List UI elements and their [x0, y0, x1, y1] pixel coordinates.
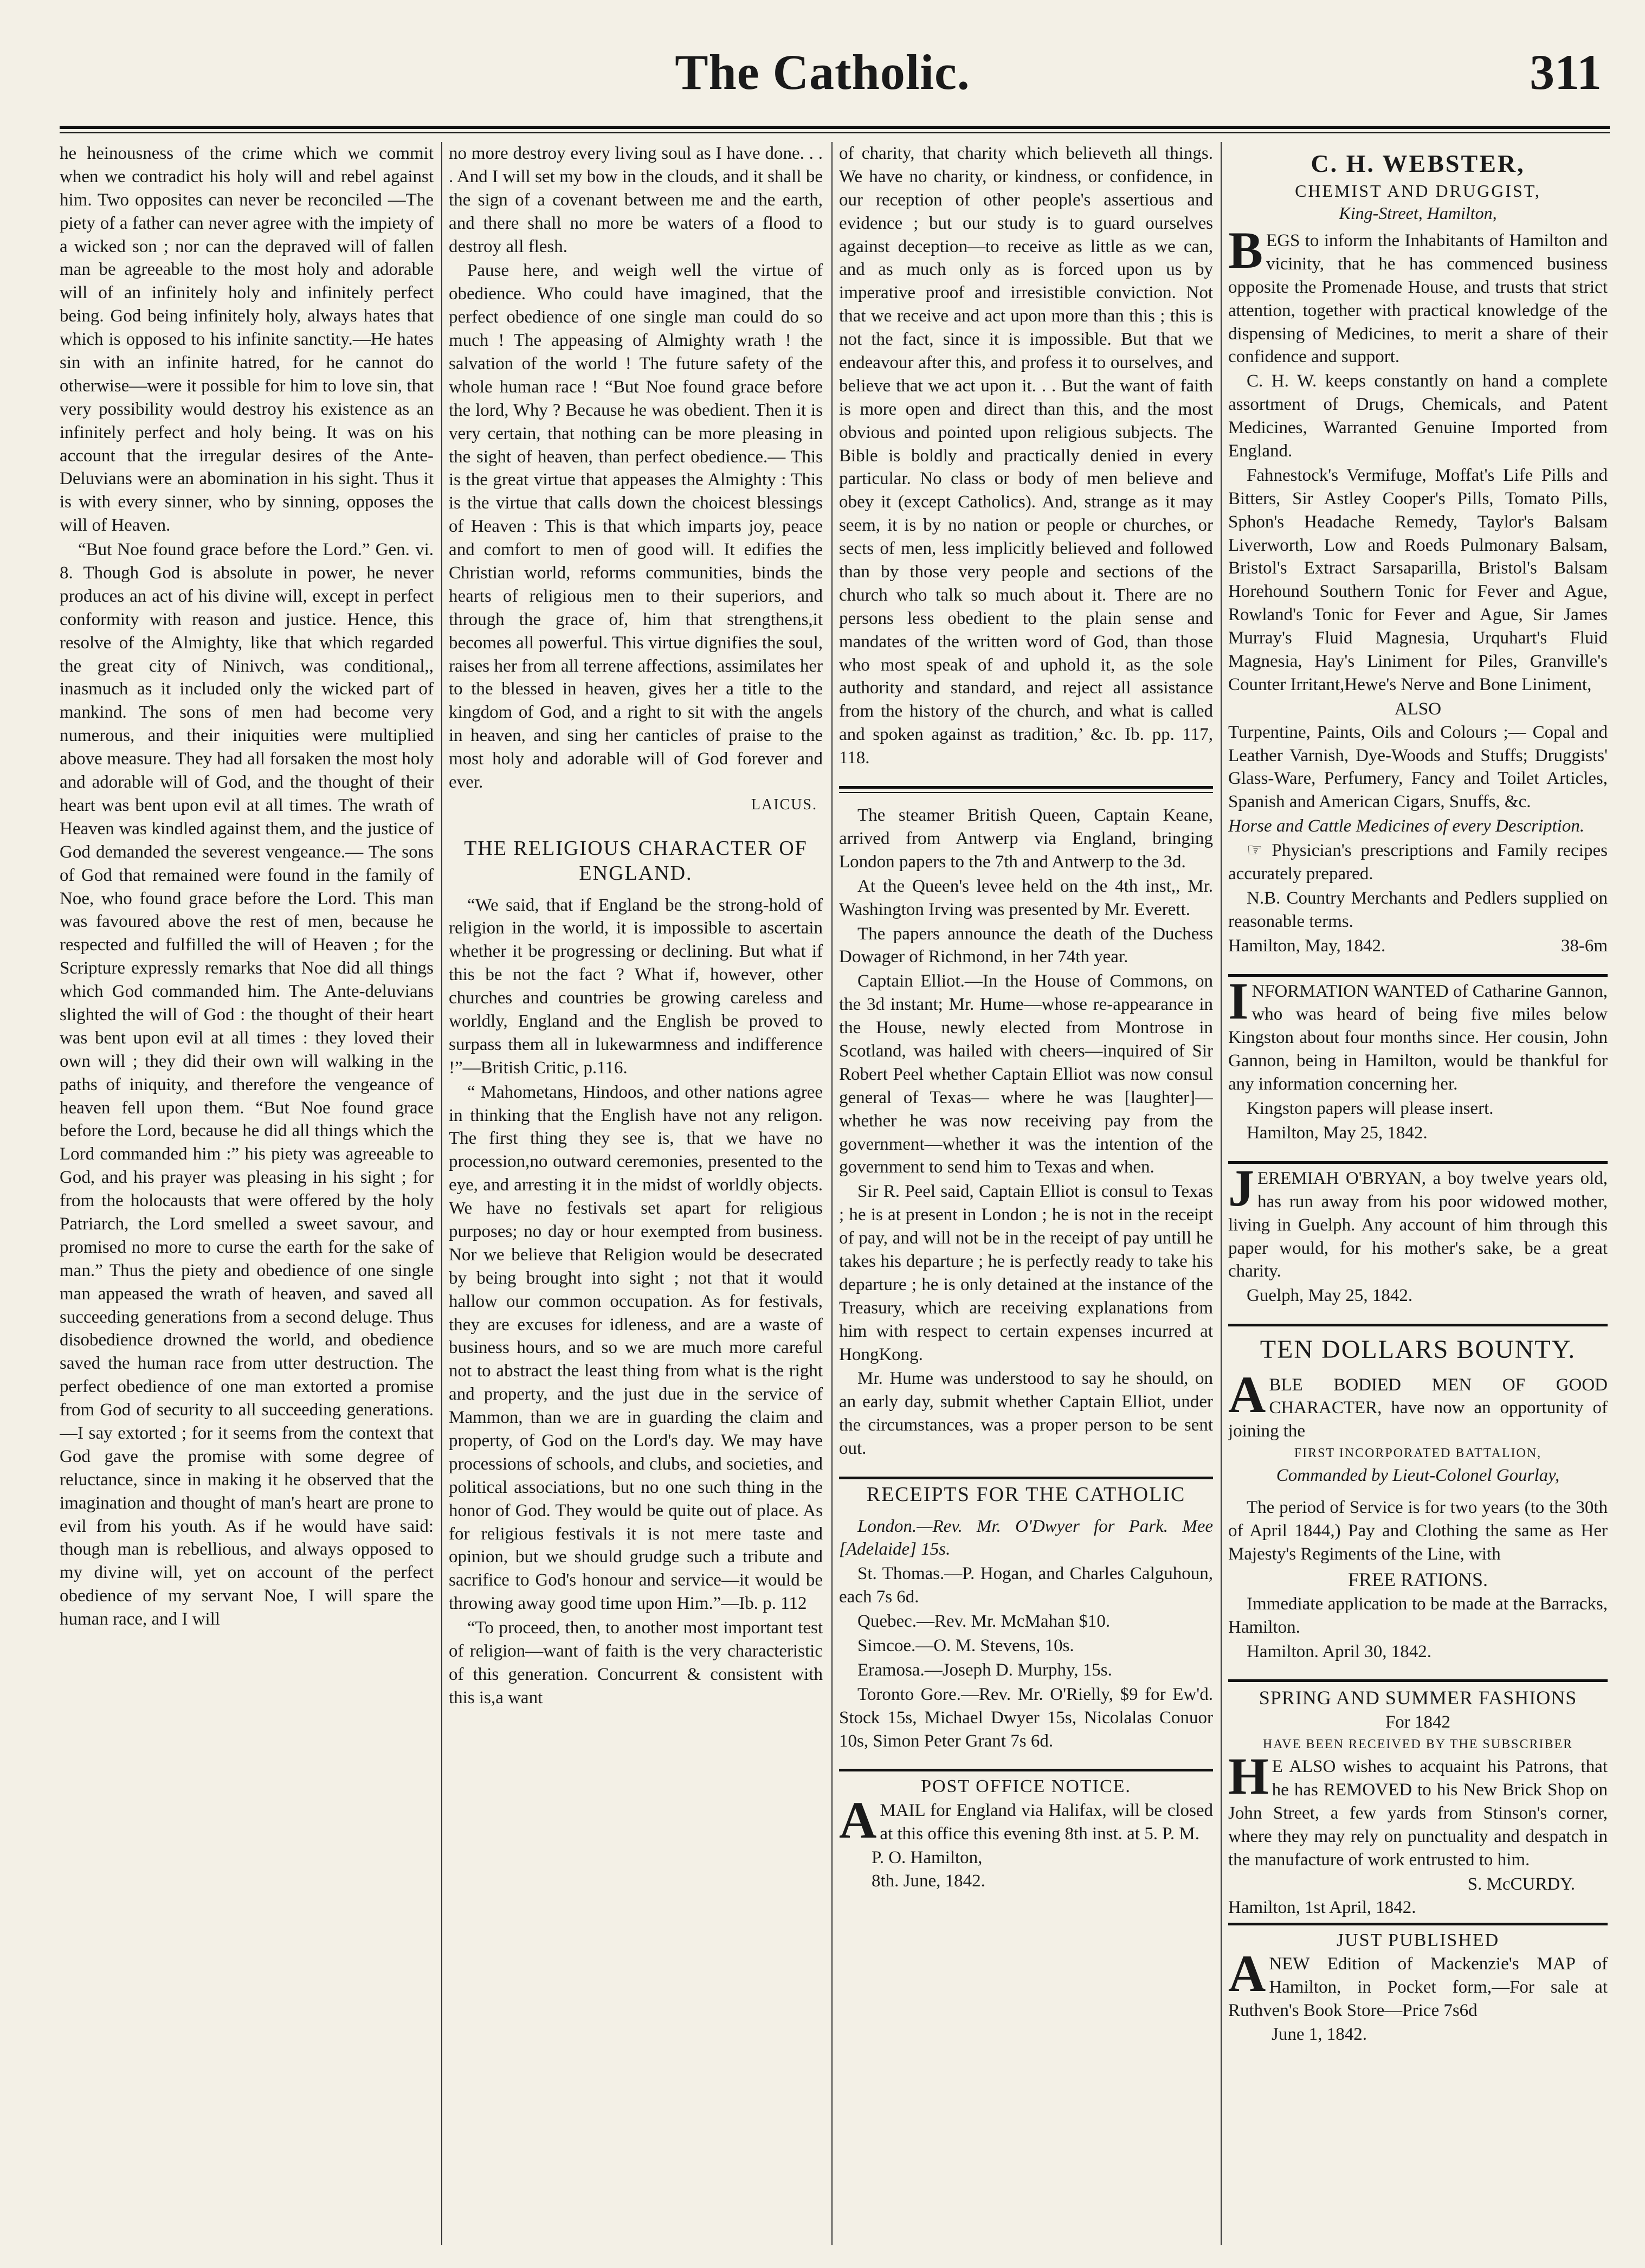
webster-text: C. H. W. keeps constantly on hand a complete assortment of Drugs, Chemicals, and Patent Medicines, Warranted Genuine Imported from England. — [1228, 371, 1608, 461]
drop-cap: B — [1228, 221, 1263, 279]
receipt-line: Simcoe.—O. M. Stevens, 10s. — [857, 1636, 1074, 1656]
section-rule — [1228, 1324, 1608, 1326]
news-paragraph: Mr. Hume was understood to say he should, on an early day, submit whether Captain Elliot, under the circumstances, was a proper person to be sent out. — [839, 1369, 1213, 1459]
webster-location: King-Street, Hamilton, — [1339, 203, 1497, 223]
article-paragraph: of charity, that charity which believeth all things. We have no charity, or kindness, or confidence, in our reception of other people's assertious and evidence ; but our study is to guard ourselves against deception—to receive as little as we can, and as much only as is forced upon us by imperative proof and irresistible conviction. Not that we receive and act upon more than this ; this is not the fact, since it is impossible. But that we endeavour after this, and profess it to ourselves, and believe that we act upon it. . . But the want of faith is more open and direct than this, and the most obvious and pointed upon religious subjects. The Bible is boldly and practically denied in every particular. No class or body of men believe and obey it (except Catholics). And, strange as it may seem, it is by no nation or people or churches, or sects of men, less implicitly believed and followed than by those very people and sections of the church who talk so much about it. There are no persons less obedient to the plain sense and mandates of the written word of God, than those who most speak of and uphold it, as the sole authority and standard, and reject all assistance from the history of the church, and what is called and spoken against as tradition,’ &c. Ib. pp. 117, 118. — [839, 144, 1213, 768]
receipts-heading: RECEIPTS FOR THE CATHOLIC — [866, 1483, 1186, 1506]
newspaper-title: The Catholic. — [675, 44, 970, 100]
article-paragraph: “We said, that if England be the strong-hold of religion in the world, it is impossible to ascertain whether it be progressing or declining. But what if this be not the fact ? What if, however, other churches and countries be growing careless and worldly, England and the English be proved to surpass them all in lukewarmness and indifference !”—British Critic, p.116. — [449, 895, 823, 1078]
section-rule — [1228, 1923, 1608, 1925]
webster-name: C. H. WEBSTER, — [1311, 150, 1525, 177]
column-3 — [839, 142, 1213, 2245]
article-paragraph: “But Noe found grace before the Lord.” Gen. vi. 8. Though God is absolute in power, he never produces an act of his divine will, except in perfect conformity with reason and justice. Hence, this resolve of the Almighty, like that which regarded the great city of Ninivch, was conditional,, inasmuch as it included only the wicked part of mankind. The sons of men had become very numerous, and their iniquities were multiplied above measure. They had all forsaken the most holy and adorable will of God, and the thought of their heart was bent upon evil at all times. The wrath of Heaven was kindled against them, and the justice of God demanded the severest vengeance.— The sons of God that remained were found in the family of Noe, who found grace before the Lord. This man was favoured above the rest of men, because he respected and fulfilled the will of Heaven ; for the Scripture expressly remarks that Noe did all things which God commanded him. The Ante-deluvians slighted the will of God : the thought of their heart was bent upon evil at all times : they loved their own will ; they did their own will walking in the paths of iniquity, and therefore the vengeance of heaven fell upon them. “But Noe found grace before the Lord, because he did all things which the Lord commanded him :” his piety was agreeable to God, and his prayer was pleasing in his sight ; for from the holocausts that were offered by the holy Patriarch, the Lord smelled a sweet savour, and promised no more to curse the earth for the sake of man.” Thus the piety and obedience of one single man appeased the wrath of heaven, and saved all succeeding generations from a second deluge. Thus disobedience drowned the world, and obedience saved the human race from utter destruction. The perfect obedience of one man extorted a promise from God of security to all succeeding generations.—I say extorted ; for it seems from the context that God gave the promise with some degree of reluctance, since in making it he observed that the imagination and thought of man's heart are prone to evil from his youth. As if he would have said: though man is rebellious, and always opposed to my divine will, yet on account of the perfect obedience of my servant Noe, I will spare the human race, and I will — [60, 540, 434, 1629]
section-rule — [1228, 1679, 1608, 1682]
webster-text: Turpentine, Paints, Oils and Colours ;— Copal and Leather Varnish, Dye-Woods and Stuffs; Druggists' Glass-Ware, Perfumery, Fancy and Toilet Articles, Spanish and American Cigars, Snuffs, &c. — [1228, 722, 1608, 812]
section-rule — [1228, 974, 1608, 977]
drop-cap: I — [1228, 971, 1249, 1030]
section-rule — [839, 786, 1213, 789]
news-paragraph: At the Queen's levee held on the 4th inst,, Mr. Washington Irving was presented by Mr. Everett. — [839, 876, 1213, 919]
post-office-heading: POST OFFICE NOTICE. — [921, 1776, 1131, 1797]
receipt-line: St. Thomas.—P. Hogan, and Charles Calguhoun, each 7s 6d. — [839, 1564, 1213, 1607]
webster-also: ALSO — [1394, 699, 1442, 719]
article-paragraph: “To proceed, then, to another most important test of religion—want of faith is the very characteristic of this generation. Concurrent & consistent with this is,a want — [449, 1618, 823, 1708]
fashions-heading: SPRING AND SUMMER FASHIONS — [1259, 1687, 1577, 1709]
just-published-text: NEW Edition of Mackenzie's MAP of Hamilton, in Pocket form,—For sale at Ruthven's Book Store—Price 7s6d — [1228, 1954, 1608, 2020]
info-wanted-notice — [1228, 971, 1608, 1096]
bounty-rations: FREE RATIONS. — [1347, 1568, 1488, 1590]
news-paragraph: Sir R. Peel said, Captain Elliot is consul to Texas ; he is at present in London ; he is not in the receipt of pay, and will not be in the receipt of pay untill he takes his departure ; he is perfectly ready to take his departure ; he is only detained at the instance of the Treasury, which are receiving explanations from him with respect to certain expenses incurred at HongKong. — [839, 1182, 1213, 1364]
news-paragraph: The papers announce the death of the Duchess Dowager of Richmond, in her 74th year. — [839, 924, 1213, 967]
drop-cap: J — [1228, 1158, 1254, 1217]
info-wanted-note: Kingston papers will please insert. — [1247, 1099, 1494, 1119]
just-published-notice — [1228, 1944, 1608, 2022]
fashions-sign: S. McCURDY. — [1467, 1874, 1575, 1894]
news-paragraph: The steamer British Queen, Captain Keane, arrived from Antwerp via England, bringing London papers to the 7th and Antwerp to the 3d. — [839, 806, 1213, 872]
bounty-battalion: FIRST INCORPORATED BATTALION, — [1294, 1446, 1542, 1461]
drop-cap: H — [1228, 1747, 1269, 1806]
webster-text: Fahnestock's Vermifuge, Moffat's Life Pills and Bitters, Sir Astley Cooper's Pills, Tomato Pills, Sphon's Headache Remedy, Taylor's Balsam Liverworth, Low and Roeds Pulmonary Balsam, Bristol's Extract Sarsaparilla, Bristol's Balsam Horehound Southern Tonic for Fever and Ague, Rowland's Tonic for Fever and Ague, Sir James Murray's Fluid Magnesia, Urquhart's Fluid Magnesia, Hay's Liniment for Piles, Granville's Counter Irritant,Hewe's Nerve and Bone Liniment, — [1228, 465, 1608, 694]
fashions-text: E ALSO wishes to acquaint his Patrons, that he has REMOVED to his New Brick Shop on John Street, a few yards from Stinson's corner, where they may rely on punctuality and despatch in the manufacture of work entrusted to him. — [1228, 1757, 1608, 1870]
column-4 — [1228, 142, 1608, 2245]
column-divider — [1221, 142, 1222, 2245]
fashions-notice — [1228, 1747, 1608, 1871]
header-rule-thin — [60, 132, 1610, 133]
drop-cap: A — [1228, 1365, 1266, 1423]
fashions-received: HAVE BEEN RECEIVED BY THE SUBSCRIBER — [1262, 1737, 1573, 1752]
webster-intro — [1228, 221, 1608, 369]
just-published-date: June 1, 1842. — [1272, 2025, 1367, 2045]
header-rule — [60, 126, 1610, 129]
column-2 — [449, 142, 823, 2245]
fashions-date: Hamilton, 1st April, 1842. — [1228, 1897, 1416, 1917]
receipt-line: Quebec.—Rev. Mr. McMahan $10. — [857, 1612, 1111, 1632]
section-rule — [839, 1769, 1213, 1771]
webster-text: ☞ Physician's prescriptions and Family recipes accurately prepared. — [1228, 841, 1608, 884]
article-paragraph: “ Mahometans, Hindoos, and other nations agree in thinking that the English have not any religon. The first thing they see is, that we have no procession,no outward ceremonies, presented to the eye, and arresting it in the midst of worldly objects. We have no festivals set apart for religious purposes; no day or hour exempted from business. Nor we believe that Religion would be desecrated by being brought into sight ; not that it would hallow our common occupation. As for festivals, they are excuses for idleness, and are a waste of business hours, and so we are much more careful not to abstract the least thing from what is the right and property, and the just due in the service of Mammon, than we are in guarding the claim and property, of God on the Lord's day. We may have processions of schools, and clubs, and societies, and political associations, but no one such thing in the honor of God. They would be quite out of place. As for religious festivals it is not mere taste and opinion, but we should grudge such a tribute and sacrifice to God's honour and service—it would be throwing away good time upon Him.”—Ib. p. 112 — [449, 1082, 823, 1614]
bounty-heading: TEN DOLLARS BOUNTY. — [1260, 1335, 1576, 1364]
article-paragraph: he heinousness of the crime which we commit when we contradict his holy will and rebel against him. Two opposites can never be reconciled —The piety of a father can never agree with the impiety of a wicked son ; nor can the depraved will of fallen man be agreeable to the most holy and adorable will of an infinitely holy and infinitely perfect being. God being infinitely holy, always hates that which is opposed to his infinite sanctity.—He hates sin with an infinite hatred, for he cannot do otherwise—were it possible for him to love sin, that very possibility would destroy his existence as an infinitely perfect and holy being. It was on his account that the irregular desires of the Ante-Deluvians were an abomination in his sight. Thus it is with every sinner, who by sinning, opposes the will of Heaven. — [60, 144, 434, 536]
obryan-text: EREMIAH O'BRYAN, a boy twelve years old, has run away from his poor widowed mother, living in Guelph. Any account of him through this paper would, for his mother's sake, be a great charity. — [1228, 1168, 1608, 1281]
bounty-text: BLE BODIED MEN OF GOOD CHARACTER, have now an opportunity of joining the — [1228, 1375, 1608, 1441]
post-office-notice — [839, 1790, 1213, 1849]
bounty-commander: Commanded by Lieut-Colonel Gourlay, — [1276, 1466, 1560, 1486]
column-divider — [831, 142, 833, 2245]
post-office-date: 8th. June, 1842. — [872, 1871, 985, 1891]
section-rule-thin — [839, 792, 1213, 793]
article-signature: LAICUS. — [751, 796, 817, 813]
post-office-text: MAIL for England via Halifax, will be closed at this office this evening 8th inst. at 5. P. M. — [880, 1800, 1213, 1844]
drop-cap: A — [839, 1790, 877, 1849]
column-1 — [60, 142, 434, 2245]
info-wanted-date: Hamilton, May 25, 1842. — [1247, 1123, 1428, 1143]
receipt-line: Toronto Gore.—Rev. Mr. O'Rielly, $9 for Ew'd. Stock 15s, Michael Dwyer 15s, Nicolalas Conuor 10s, Simon Peter Grant 7s 6d. — [839, 1684, 1213, 1751]
webster-date: Hamilton, May, 1842. — [1228, 936, 1386, 956]
drop-cap: A — [1228, 1944, 1266, 2002]
article-paragraph: no more destroy every living soul as I have done. . . . And I will set my bow in the clouds, and it shall be the sign of a covenant between me and the earth, and there shall no more be waters of a flood to destroy all flesh. — [449, 144, 823, 256]
bounty-text: Immediate application to be made at the Barracks, Hamilton. — [1228, 1594, 1608, 1637]
webster-text: N.B. Country Merchants and Pedlers supplied on reasonable terms. — [1228, 888, 1608, 931]
receipt-line: London.—Rev. Mr. O'Dwyer for Park. Mee [Adelaide] 15s. — [839, 1516, 1213, 1560]
section-rule — [839, 1477, 1213, 1479]
just-published-heading: JUST PUBLISHED — [1336, 1930, 1500, 1950]
page-number: 311 — [1530, 44, 1602, 100]
news-paragraph: Captain Elliot.—In the House of Commons, on the 3d instant; Mr. Hume—whose re-appearance in the House, newly elected from Montrose in Scotland, was hailed with cheers—inquired of Sir Robert Peel whether Captain Elliot was now consul general of Texas— where he was [laughter]—whether he was now receiving pay from the government—whether it was the intention of the government to send him to Texas and when. — [839, 971, 1213, 1177]
column-divider — [441, 142, 442, 2245]
webster-text: Horse and Cattle Medicines of every Description. — [1228, 816, 1585, 836]
webster-trade: CHEMIST AND DRUGGIST, — [1295, 181, 1541, 201]
info-wanted-text: NFORMATION WANTED of Catharine Gannon, who was heard of being five miles below Kingston about four months since. Her cousin, John Gannon, being in Hamilton, would be thankful for any information concerning her. — [1228, 981, 1608, 1094]
webster-code: 38-6m — [1560, 936, 1608, 956]
section-rule — [1228, 1161, 1608, 1164]
fashions-year: For 1842 — [1385, 1712, 1451, 1732]
obryan-notice — [1228, 1158, 1608, 1283]
article-paragraph: Pause here, and weigh well the virtue of obedience. Who could have imagined, that the perfect obedience of one single man could do so much ! The appeasing of Almighty wrath ! the salvation of the world ! The future safety of the whole human race ! “But Noe found grace before the lord, Why ? Because he was obedient. Then it is very certain, that nothing can be more pleasing in the sight of heaven, than perfect obedience.— This is the great virtue that appeases the Almighty : This is the virtue that calls down the choicest blessings of Heaven : This is that which imparts joy, peace and comfort to men of good will. It edifies the Christian world, reforms communities, binds the hearts of religious men to their superiors, and through the grace of, him that strengthens,it becomes all powerful. This virtue dignifies the soul, raises her from all terrene affections, assimilates her to the blessed in heaven, gives her a title to the kingdom of God, and a right to sit with the angels in heaven, and sing her canticles of praise to the most holy and adorable will of God forever and ever. — [449, 261, 823, 792]
bounty-notice — [1228, 1365, 1608, 1444]
masthead — [33, 33, 1612, 114]
obryan-date: Guelph, May 25, 1842. — [1247, 1286, 1413, 1306]
article-heading: THE RELIGIOUS CHARACTER OF ENGLAND. — [464, 837, 808, 885]
bounty-date: Hamilton. April 30, 1842. — [1247, 1641, 1431, 1661]
webster-text: EGS to inform the Inhabitants of Hamilton and vicinity, that he has commenced business opposite the Promenade House, and trusts that strict attention, together with practical knowledge of the dispensing of Medicines, to merit a share of their confidence and support. — [1228, 230, 1608, 367]
post-office-sign: P. O. Hamilton, — [872, 1848, 983, 1868]
receipt-line: Eramosa.—Joseph D. Murphy, 15s. — [857, 1660, 1112, 1680]
bounty-text: The period of Service is for two years (to the 30th of April 1844,) Pay and Clothing the same as Her Majesty's Regiments of the Line, with — [1228, 1498, 1608, 1564]
webster-footer — [1228, 935, 1608, 958]
